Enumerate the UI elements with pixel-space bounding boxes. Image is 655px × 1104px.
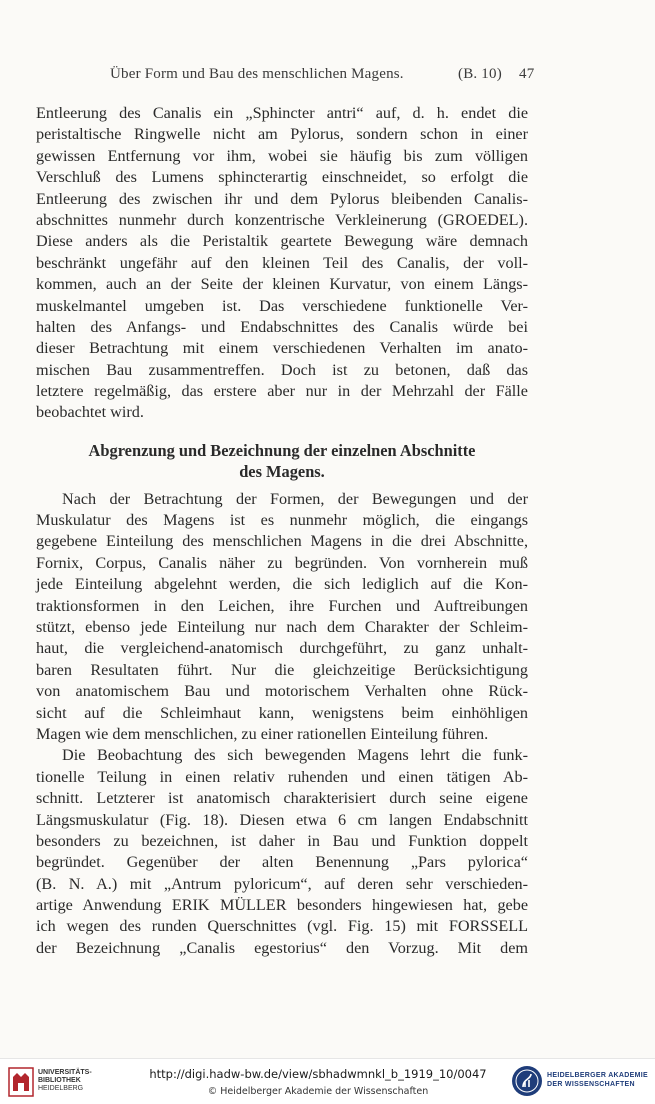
- page-number: 47: [519, 66, 535, 82]
- text-line: (B. N. A.) mit „Antrum pyloricum“, auf deren sehr verschieden-: [36, 874, 528, 893]
- text-line: Muskulatur des Magens ist es nunmehr möglich, die eingangs: [36, 511, 528, 530]
- permalink-url[interactable]: http://digi.hadw-bw.de/view/sbhadwmnkl_b_1919_10/0047: [149, 1067, 487, 1081]
- paragraph-1: [36, 103, 528, 424]
- text-line: Die Beobachtung des sich bewegenden Magens lehrt die funk-: [62, 746, 528, 765]
- library-line-2: BIBLIOTHEK: [38, 1077, 81, 1084]
- text-line: besonders zu bezeichnen, ist daher in Bau und Funktion doppelt: [36, 831, 528, 850]
- text-line: Diese anders als die Peristaltik geartete Bewegung wäre demnach: [36, 232, 528, 251]
- body-text: [36, 103, 528, 959]
- text-line: beobachtet wird.: [36, 403, 144, 422]
- text-line: der Bezeichnung „Canalis egestorius“ den Vorzug. Mit dem: [36, 938, 528, 957]
- text-line: Nach der Betrachtung der Formen, der Bewegungen und der: [62, 489, 528, 508]
- running-head-section: (B. 10): [458, 66, 502, 82]
- text-line: baren Resultaten führt. Nur die gleichzeitige Berücksichtigung: [36, 660, 528, 679]
- section-heading: [36, 440, 528, 483]
- text-line: tionelle Teilung in einen relativ ruhenden und einen tätigen Ab-: [36, 767, 528, 786]
- text-line: von anatomischem Bau und motorischem Verhalten ohne Rück-: [36, 682, 528, 701]
- section-heading-line-1: Abgrenzung und Bezeichnung der einzelnen Abschnitte: [88, 440, 476, 460]
- running-head-title: Über Form und Bau des menschlichen Magens.: [110, 66, 404, 82]
- text-line: kommen, auch an der Seite der kleinen Kurvatur, von einem Längs-: [36, 275, 528, 294]
- text-line: ich wegen des runden Querschnittes (vgl. Fig. 15) mit FORSSELL: [36, 917, 528, 936]
- viewer-footer: [0, 1058, 655, 1104]
- text-line: Längsmuskulatur (Fig. 18). Diesen etwa 6 cm langen Endabschnitt: [36, 810, 528, 829]
- text-line: schnitt. Letzterer ist anatomisch charakterisiert durch seine eigene: [36, 789, 528, 808]
- text-line: gewissen Entfernung vor ihm, wobei sie häufig bis zum völligen: [36, 146, 528, 165]
- academy-name: [547, 1071, 648, 1089]
- copyright-notice: © Heidelberger Akademie der Wissenschaften: [207, 1086, 429, 1097]
- library-line-3: HEIDELBERG: [38, 1085, 84, 1092]
- text-line: mischen Bau zusammentreffen. Doch ist zu betonen, daß das: [36, 360, 528, 379]
- text-line: begründet. Gegenüber der alten Benennung „Pars pylorica“: [36, 853, 528, 872]
- text-line: Magen wie dem menschlichen, zu einer rationellen Einteilung führen.: [36, 724, 489, 743]
- academy-line-2: DER WISSENSCHAFTEN: [547, 1081, 635, 1088]
- university-library-logo-icon: [8, 1067, 34, 1097]
- paragraph-3: [36, 745, 528, 959]
- text-line: Verschluß des Lumens sphincterartig einschneidet, so erfolgt die: [36, 168, 528, 187]
- text-line: gegebene Einteilung des menschlichen Magens in die drei Abschnitte,: [36, 532, 528, 551]
- text-line: peristaltische Ringwelle nicht am Pylorus, sondern schon in einer: [36, 125, 528, 144]
- text-line: sicht auf die Schleimhaut kann, wenigstens beim einhöhligen: [36, 703, 528, 722]
- text-line: traktionsformen in den Leichen, ihre Furchen und Auftreibungen: [36, 596, 528, 615]
- text-line: halten des Anfangs- und Endabschnittes des Canalis würde bei: [36, 317, 528, 336]
- text-line: haut, die vergleichend-anatomisch durchgeführt, zu ganz unhalt-: [36, 639, 528, 658]
- text-line: letztere regelmäßig, das erstere aber nur in der Mehrzahl der Fälle: [36, 382, 528, 401]
- university-library-name: [38, 1069, 92, 1093]
- section-heading-line-2: des Magens.: [239, 462, 325, 482]
- library-line-1: UNIVERSITÄTS-: [38, 1069, 92, 1076]
- academy-seal-icon: [511, 1065, 543, 1097]
- text-line: muskelmantel umgeben ist. Das verschiedene funktionelle Ver-: [36, 296, 528, 315]
- text-line: artige Anwendung ERIK MÜLLER besonders hingewiesen hat, gebe: [36, 896, 528, 915]
- text-line: beschränkt ungefähr auf den kleinen Teil des Canalis, der voll-: [36, 253, 528, 272]
- text-line: jede Einteilung abgelehnt werden, die sich lediglich auf die Kon-: [36, 575, 528, 594]
- text-line: abschnittes nunmehr durch konzentrische Verkleinerung (GROEDEL).: [36, 210, 528, 229]
- text-line: Entleerung des zwischen ihr und dem Pylorus bleibenden Canalis-: [36, 189, 528, 208]
- text-line: dieser Betrachtung mit einem verschiedenen Verhalten im anato-: [36, 339, 528, 358]
- academy-line-1: HEIDELBERGER AKADEMIE: [547, 1072, 648, 1079]
- paragraph-2: [36, 489, 528, 746]
- text-line: Entleerung des Canalis ein „Sphincter antri“ auf, d. h. endet die: [36, 104, 528, 122]
- text-line: Fornix, Corpus, Canalis näher zu begründen. Von vornherein muß: [36, 553, 528, 572]
- text-line: stützt, ebenso jede Einteilung nur nach dem Charakter der Schleim-: [36, 617, 528, 636]
